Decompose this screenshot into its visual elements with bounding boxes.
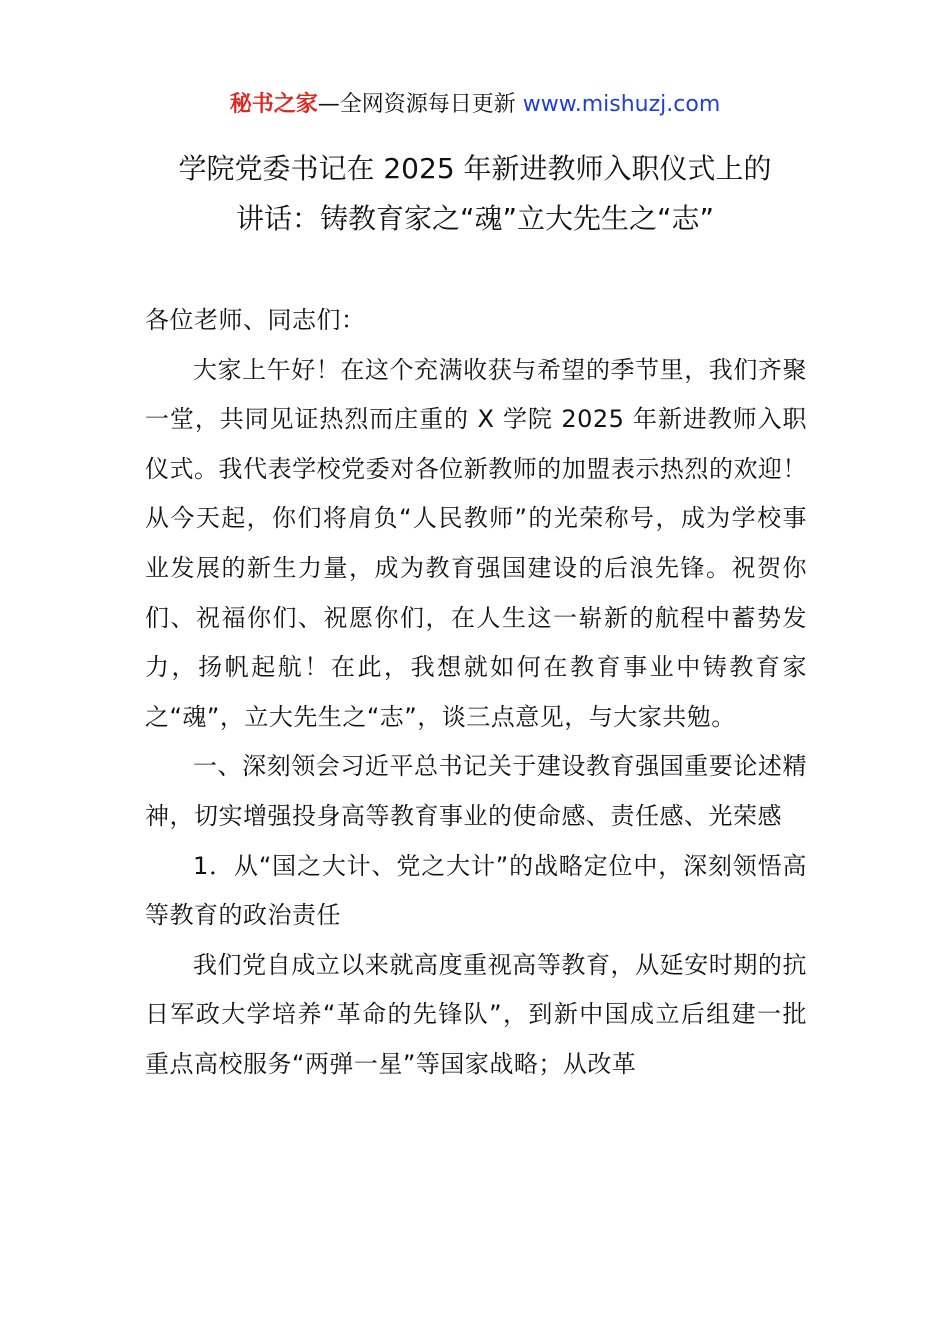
title-line-2: 讲话：铸教育家之“魂”立大先生之“志” xyxy=(235,202,715,235)
document-body xyxy=(145,296,807,1090)
section-heading-1: 一、深刻领会习近平总书记关于建设教育强国重要论述精神，切实增强投身高等教育事业的使命感、责任感、光荣感 xyxy=(145,752,807,830)
body-paragraph-opening: 大家上午好！在这个充满收获与希望的季节里，我们齐聚一堂，共同见证热烈而庄重的 X 学院 2025 年新进教师入职仪式。我代表学校党委对各位新教师的加盟表示热烈的欢迎！从今天起，你们将肩负“人民教师”的光荣称号，成为学校事业发展的新生力量，成为教育强国建设的后浪先锋。祝贺你们、祝福你们、祝愿你们，在人生这一崭新的航程中蓄势发力，扬帆起航！在此，我想就如何在教育事业中铸教育家之“魂”，立大先生之“志”，谈三点意见，与大家共勉。 xyxy=(145,355,807,731)
title-line-1: 学院党委书记在 2025 年新进教师入职仪式上的 xyxy=(178,152,772,185)
site-url-link[interactable]: www.mishuzj.com xyxy=(522,92,721,117)
brand-name: 秘书之家 xyxy=(229,92,318,117)
body-paragraph-history: 我们党自成立以来就高度重视高等教育，从延安时期的抗日军政大学培养“革命的先锋队”，到新中国成立后组建一批重点高校服务“两弹一星”等国家战略；从改革 xyxy=(145,950,807,1078)
site-header xyxy=(0,88,950,122)
document-title xyxy=(0,144,950,244)
header-tagline: —全网资源每日更新 xyxy=(317,92,523,117)
salutation: 各位老师、同志们： xyxy=(145,306,366,334)
subsection-heading-1: 1．从“国之大计、党之大计”的战略定位中，深刻领悟高等教育的政治责任 xyxy=(145,851,807,930)
